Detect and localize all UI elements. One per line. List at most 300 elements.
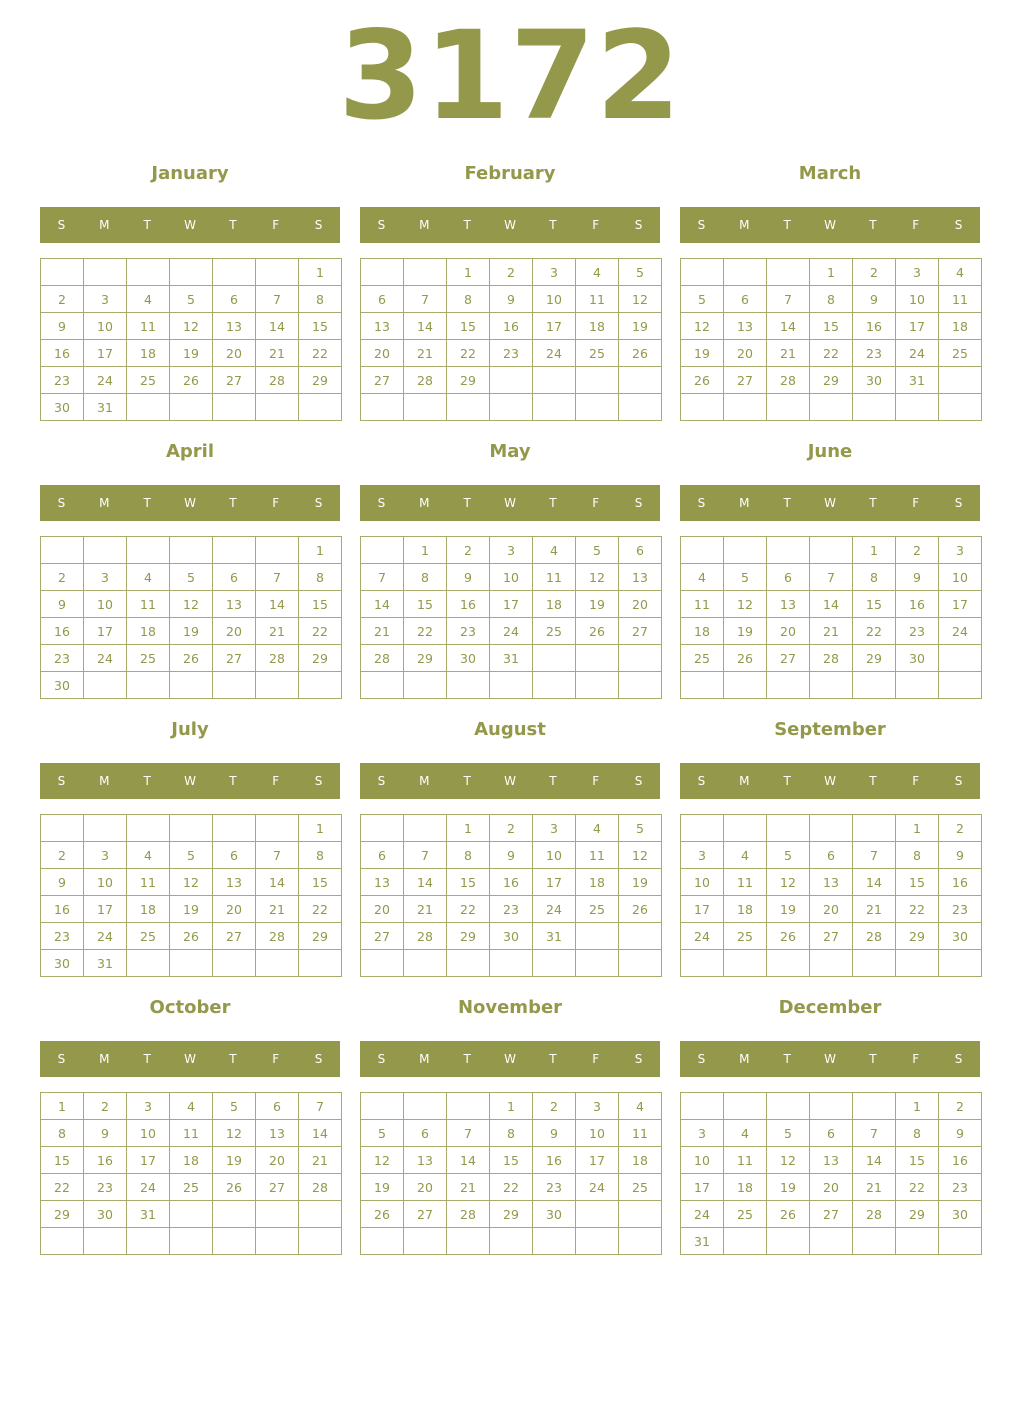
week-row	[681, 896, 982, 923]
day-cell: 5	[213, 1093, 256, 1120]
week-row	[41, 286, 342, 313]
day-cell	[939, 1228, 982, 1255]
day-cell	[256, 1201, 299, 1228]
day-cell	[939, 394, 982, 421]
day-cell: 8	[41, 1120, 84, 1147]
day-cell: 13	[361, 313, 404, 340]
day-cell	[170, 1201, 213, 1228]
day-cell: 24	[533, 896, 576, 923]
weekday-header	[680, 763, 980, 799]
day-cell: 26	[619, 896, 662, 923]
day-cell: 20	[361, 340, 404, 367]
day-cell	[767, 1093, 810, 1120]
day-cell: 22	[810, 340, 853, 367]
day-cell	[853, 394, 896, 421]
day-cell: 28	[299, 1174, 342, 1201]
day-cell	[404, 394, 447, 421]
day-cell	[256, 394, 299, 421]
day-cell: 17	[490, 591, 533, 618]
weekday-label: F	[592, 774, 600, 788]
day-cell: 30	[447, 645, 490, 672]
weekday-label: M	[419, 1052, 430, 1066]
day-cell: 24	[84, 367, 127, 394]
weekday-label: W	[504, 1052, 516, 1066]
day-cell: 15	[810, 313, 853, 340]
day-cell: 28	[810, 645, 853, 672]
day-cell: 5	[767, 842, 810, 869]
day-cell	[256, 1228, 299, 1255]
week-row	[681, 1093, 982, 1120]
day-cell	[767, 537, 810, 564]
day-cell: 9	[490, 842, 533, 869]
day-cell: 3	[896, 259, 939, 286]
day-cell: 17	[681, 1174, 724, 1201]
day-grid	[40, 1092, 342, 1255]
day-cell	[361, 537, 404, 564]
day-cell: 24	[939, 618, 982, 645]
day-cell: 18	[619, 1147, 662, 1174]
week-row	[41, 815, 342, 842]
weekday-label: F	[912, 774, 920, 788]
day-cell: 9	[853, 286, 896, 313]
day-cell	[299, 950, 342, 977]
day-cell	[576, 1228, 619, 1255]
weekday-label: M	[99, 774, 110, 788]
week-row	[361, 1201, 662, 1228]
day-cell	[724, 1228, 767, 1255]
month-name: October	[149, 997, 231, 1018]
day-cell	[533, 645, 576, 672]
day-cell: 14	[404, 869, 447, 896]
day-grid	[680, 1092, 982, 1255]
day-cell: 29	[404, 645, 447, 672]
day-cell: 9	[447, 564, 490, 591]
weekday-label: F	[912, 496, 920, 510]
day-cell	[127, 537, 170, 564]
day-cell: 26	[361, 1201, 404, 1228]
day-cell: 9	[533, 1120, 576, 1147]
weekday-label: T	[549, 774, 557, 788]
day-cell: 30	[41, 394, 84, 421]
day-cell: 25	[576, 340, 619, 367]
day-cell: 20	[724, 340, 767, 367]
day-cell	[533, 672, 576, 699]
day-cell	[256, 537, 299, 564]
day-cell: 25	[619, 1174, 662, 1201]
day-cell: 15	[299, 313, 342, 340]
week-row	[681, 815, 982, 842]
day-cell	[361, 394, 404, 421]
week-row	[361, 340, 662, 367]
weekday-label: F	[272, 218, 280, 232]
day-cell: 22	[299, 618, 342, 645]
week-row	[681, 842, 982, 869]
day-cell	[939, 672, 982, 699]
weekday-label: T	[783, 1052, 791, 1066]
day-cell	[853, 1093, 896, 1120]
day-cell: 13	[361, 869, 404, 896]
day-cell: 30	[84, 1201, 127, 1228]
day-cell	[84, 537, 127, 564]
day-cell: 5	[681, 286, 724, 313]
day-cell	[724, 394, 767, 421]
day-cell	[896, 394, 939, 421]
weekday-label: W	[824, 218, 836, 232]
week-row	[681, 1174, 982, 1201]
weekday-label: M	[739, 218, 750, 232]
day-cell: 18	[724, 1174, 767, 1201]
weekday-header	[680, 1041, 980, 1077]
month-name: December	[778, 997, 882, 1018]
day-cell: 25	[939, 340, 982, 367]
day-cell: 7	[853, 1120, 896, 1147]
week-row	[681, 564, 982, 591]
day-cell: 6	[213, 286, 256, 313]
month-name: August	[474, 719, 546, 740]
day-cell: 31	[127, 1201, 170, 1228]
day-cell: 29	[447, 367, 490, 394]
day-cell	[576, 394, 619, 421]
day-cell: 15	[299, 591, 342, 618]
day-cell: 14	[447, 1147, 490, 1174]
weekday-label: S	[377, 774, 386, 788]
week-row	[681, 1228, 982, 1255]
day-cell: 22	[447, 340, 490, 367]
day-cell: 7	[299, 1093, 342, 1120]
day-cell: 8	[447, 286, 490, 313]
day-cell	[213, 950, 256, 977]
day-cell: 29	[299, 367, 342, 394]
weekday-label: T	[869, 496, 877, 510]
day-cell: 22	[447, 896, 490, 923]
day-cell	[361, 259, 404, 286]
day-cell: 5	[619, 815, 662, 842]
day-cell	[896, 1228, 939, 1255]
day-cell	[127, 672, 170, 699]
day-cell	[576, 367, 619, 394]
day-cell	[533, 950, 576, 977]
day-cell	[361, 950, 404, 977]
week-row	[41, 340, 342, 367]
day-cell	[41, 537, 84, 564]
day-cell: 11	[127, 591, 170, 618]
day-cell: 9	[490, 286, 533, 313]
day-cell: 11	[724, 1147, 767, 1174]
day-cell: 1	[299, 537, 342, 564]
day-cell	[724, 1093, 767, 1120]
day-cell: 5	[361, 1120, 404, 1147]
day-cell: 3	[84, 842, 127, 869]
week-row	[361, 591, 662, 618]
day-cell: 8	[490, 1120, 533, 1147]
weekday-label: T	[463, 774, 471, 788]
day-grid	[40, 258, 342, 421]
weekday-label: T	[783, 218, 791, 232]
day-cell	[127, 950, 170, 977]
day-cell: 16	[490, 313, 533, 340]
day-cell: 25	[127, 367, 170, 394]
day-cell: 11	[619, 1120, 662, 1147]
weekday-header	[360, 763, 660, 799]
day-cell	[490, 950, 533, 977]
day-cell: 4	[724, 1120, 767, 1147]
day-cell: 21	[853, 1174, 896, 1201]
week-row	[361, 1174, 662, 1201]
weekday-label: F	[272, 496, 280, 510]
day-cell	[724, 815, 767, 842]
weekday-header	[360, 485, 660, 521]
weekday-label: S	[954, 218, 963, 232]
day-cell: 7	[256, 564, 299, 591]
day-cell: 11	[127, 869, 170, 896]
day-cell	[767, 394, 810, 421]
weekday-label: F	[912, 1052, 920, 1066]
week-row	[361, 1147, 662, 1174]
day-grid	[680, 258, 982, 421]
weekday-label: F	[272, 774, 280, 788]
day-cell: 10	[681, 869, 724, 896]
day-cell: 2	[896, 537, 939, 564]
day-cell: 12	[576, 564, 619, 591]
day-cell: 12	[170, 313, 213, 340]
day-cell: 21	[361, 618, 404, 645]
weekday-label: S	[697, 774, 706, 788]
day-cell: 21	[256, 340, 299, 367]
day-cell	[361, 1093, 404, 1120]
day-cell: 6	[810, 842, 853, 869]
day-cell: 15	[896, 869, 939, 896]
day-cell: 19	[619, 313, 662, 340]
day-cell: 12	[767, 1147, 810, 1174]
day-cell: 14	[256, 591, 299, 618]
day-cell: 22	[853, 618, 896, 645]
day-cell: 1	[896, 1093, 939, 1120]
day-cell: 29	[299, 923, 342, 950]
day-cell: 7	[256, 286, 299, 313]
day-cell: 10	[533, 286, 576, 313]
day-cell: 30	[41, 672, 84, 699]
day-cell	[810, 394, 853, 421]
day-cell	[127, 815, 170, 842]
day-cell: 31	[84, 394, 127, 421]
day-cell	[213, 672, 256, 699]
weekday-label: T	[869, 774, 877, 788]
day-cell: 20	[404, 1174, 447, 1201]
week-row	[361, 313, 662, 340]
day-cell	[170, 815, 213, 842]
weekday-label: T	[229, 496, 237, 510]
day-cell: 2	[533, 1093, 576, 1120]
week-row	[41, 618, 342, 645]
day-cell	[681, 815, 724, 842]
day-cell: 27	[810, 1201, 853, 1228]
day-cell	[810, 1093, 853, 1120]
day-cell	[213, 815, 256, 842]
day-cell: 12	[361, 1147, 404, 1174]
day-cell: 29	[853, 645, 896, 672]
day-cell: 24	[490, 618, 533, 645]
month-name: January	[151, 163, 229, 184]
day-cell: 18	[127, 618, 170, 645]
day-cell	[896, 672, 939, 699]
day-cell	[299, 1228, 342, 1255]
weekday-label: S	[314, 774, 323, 788]
day-cell: 31	[533, 923, 576, 950]
day-cell: 5	[767, 1120, 810, 1147]
week-row	[361, 1228, 662, 1255]
day-cell: 21	[299, 1147, 342, 1174]
weekday-label: M	[419, 496, 430, 510]
day-cell: 16	[447, 591, 490, 618]
weekday-label: T	[143, 774, 151, 788]
day-cell: 4	[724, 842, 767, 869]
day-cell: 14	[299, 1120, 342, 1147]
day-cell	[213, 1228, 256, 1255]
day-cell: 23	[533, 1174, 576, 1201]
day-grid	[360, 814, 662, 977]
day-cell: 15	[490, 1147, 533, 1174]
day-cell: 11	[576, 286, 619, 313]
day-cell: 9	[41, 591, 84, 618]
day-cell: 2	[939, 1093, 982, 1120]
day-cell: 28	[256, 923, 299, 950]
day-cell: 19	[170, 340, 213, 367]
day-cell	[681, 1093, 724, 1120]
weekday-label: S	[634, 218, 643, 232]
day-cell: 1	[447, 259, 490, 286]
day-cell	[299, 672, 342, 699]
day-cell: 9	[84, 1120, 127, 1147]
week-row	[681, 1120, 982, 1147]
day-cell: 7	[447, 1120, 490, 1147]
week-row	[681, 618, 982, 645]
day-cell: 18	[576, 313, 619, 340]
day-cell: 22	[299, 896, 342, 923]
day-cell: 20	[619, 591, 662, 618]
day-cell: 6	[213, 564, 256, 591]
day-cell: 11	[533, 564, 576, 591]
day-cell: 26	[767, 1201, 810, 1228]
day-cell	[681, 394, 724, 421]
weekday-label: T	[463, 496, 471, 510]
day-cell	[404, 950, 447, 977]
day-cell	[404, 815, 447, 842]
day-cell: 8	[299, 842, 342, 869]
day-cell: 26	[767, 923, 810, 950]
weekday-label: W	[504, 496, 516, 510]
day-cell: 7	[404, 842, 447, 869]
week-row	[681, 923, 982, 950]
day-cell: 27	[213, 645, 256, 672]
day-cell: 20	[810, 896, 853, 923]
week-row	[681, 394, 982, 421]
weekday-header	[40, 207, 340, 243]
day-cell: 8	[404, 564, 447, 591]
day-cell: 25	[127, 645, 170, 672]
day-cell: 14	[256, 313, 299, 340]
day-cell: 2	[939, 815, 982, 842]
weekday-label: T	[463, 1052, 471, 1066]
day-cell: 1	[853, 537, 896, 564]
day-cell: 23	[84, 1174, 127, 1201]
weekday-label: W	[824, 496, 836, 510]
day-cell: 23	[853, 340, 896, 367]
day-cell: 21	[447, 1174, 490, 1201]
day-cell: 18	[127, 896, 170, 923]
day-cell: 20	[361, 896, 404, 923]
weekday-label: M	[419, 774, 430, 788]
week-row	[361, 286, 662, 313]
day-cell: 22	[896, 1174, 939, 1201]
day-cell: 26	[576, 618, 619, 645]
day-cell: 27	[767, 645, 810, 672]
day-cell: 1	[896, 815, 939, 842]
weekday-label: T	[549, 1052, 557, 1066]
day-cell	[724, 259, 767, 286]
day-cell	[213, 394, 256, 421]
day-cell: 16	[896, 591, 939, 618]
day-cell: 5	[170, 286, 213, 313]
day-cell: 11	[681, 591, 724, 618]
day-cell: 17	[533, 313, 576, 340]
day-cell	[576, 672, 619, 699]
weekday-label: T	[869, 1052, 877, 1066]
day-cell	[447, 394, 490, 421]
day-grid	[360, 536, 662, 699]
day-cell	[533, 1228, 576, 1255]
week-row	[361, 259, 662, 286]
day-cell: 27	[361, 367, 404, 394]
day-cell: 25	[724, 923, 767, 950]
day-cell: 26	[619, 340, 662, 367]
day-cell: 2	[447, 537, 490, 564]
day-cell	[810, 950, 853, 977]
day-cell: 17	[576, 1147, 619, 1174]
day-cell: 7	[853, 842, 896, 869]
day-cell: 12	[170, 869, 213, 896]
day-cell: 15	[853, 591, 896, 618]
day-cell	[256, 815, 299, 842]
month-name: July	[171, 719, 209, 740]
day-cell	[447, 1093, 490, 1120]
day-cell: 26	[681, 367, 724, 394]
day-cell	[404, 1228, 447, 1255]
day-cell: 3	[127, 1093, 170, 1120]
day-cell: 1	[404, 537, 447, 564]
day-cell: 2	[84, 1093, 127, 1120]
day-cell: 24	[681, 1201, 724, 1228]
weekday-label: S	[954, 1052, 963, 1066]
day-cell: 1	[41, 1093, 84, 1120]
day-cell	[404, 1093, 447, 1120]
week-row	[681, 1201, 982, 1228]
day-cell	[767, 950, 810, 977]
day-cell: 23	[41, 645, 84, 672]
day-cell	[767, 815, 810, 842]
day-cell: 13	[256, 1120, 299, 1147]
week-row	[681, 340, 982, 367]
day-cell: 16	[853, 313, 896, 340]
day-cell: 14	[767, 313, 810, 340]
week-row	[41, 869, 342, 896]
day-cell: 19	[724, 618, 767, 645]
weekday-label: S	[697, 218, 706, 232]
day-cell: 10	[533, 842, 576, 869]
week-row	[41, 537, 342, 564]
day-cell: 25	[724, 1201, 767, 1228]
day-cell	[576, 950, 619, 977]
day-cell: 10	[490, 564, 533, 591]
